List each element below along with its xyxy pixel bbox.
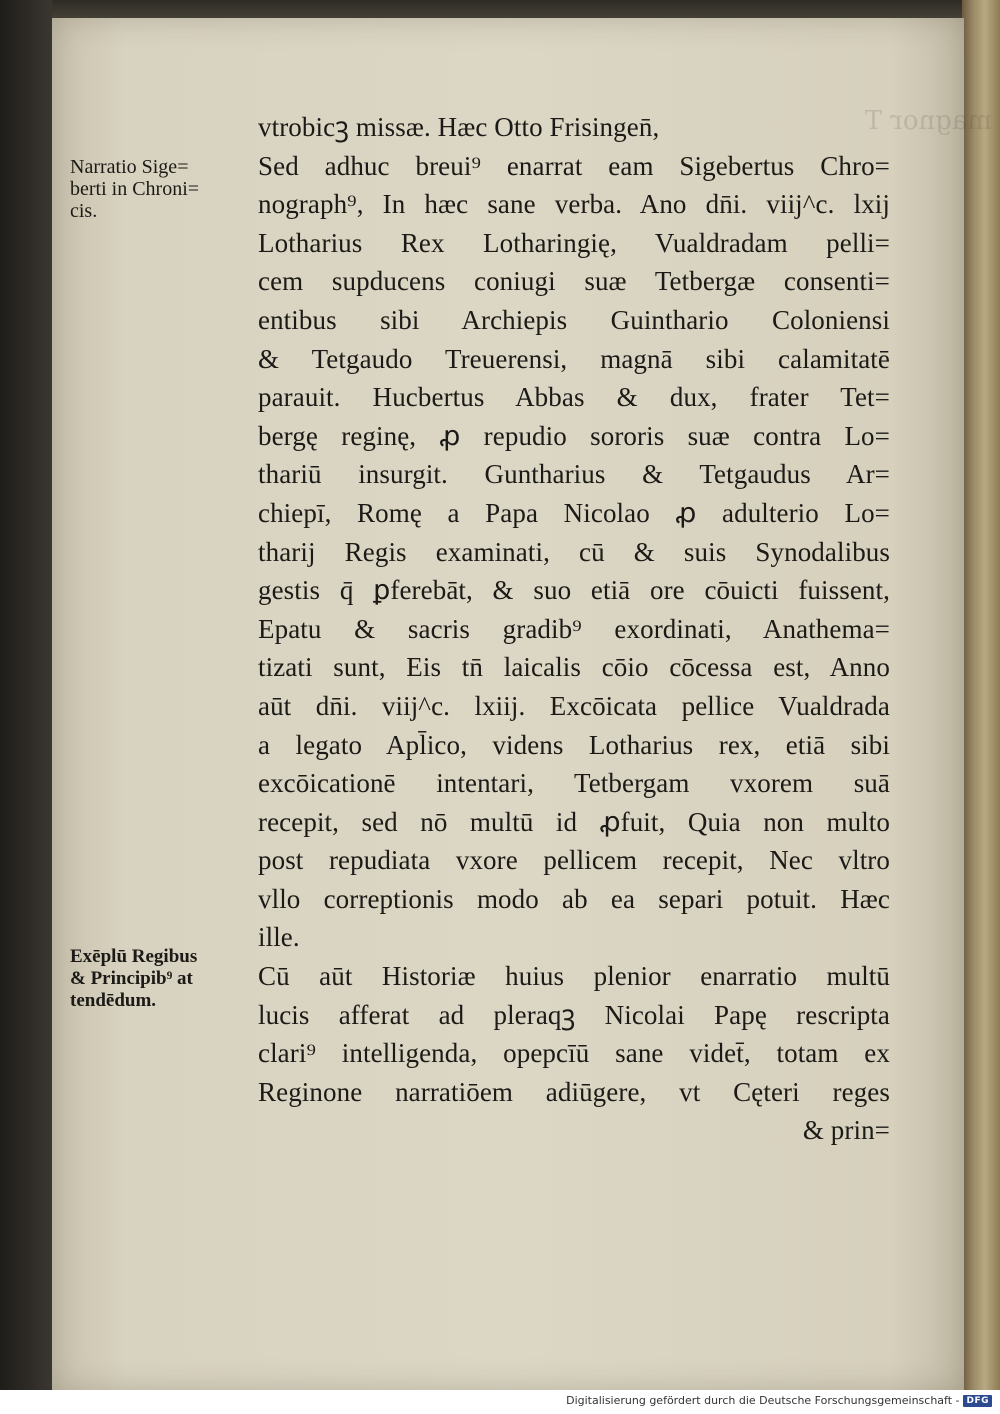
text-line: entibus sibi Archiepis Guinthario Coloniensi: [258, 304, 890, 335]
funding-credit: [566, 1394, 992, 1407]
text-line: lucis afferat ad pleraqꝫ Nicolai Papę rescripta: [258, 999, 890, 1030]
text-line: clari⁹ intelligenda, opepcīū sane videt̄, totam ex: [258, 1038, 890, 1069]
book-gutter: [0, 0, 52, 1390]
bleed-through-shadow: magnor T: [864, 106, 992, 136]
text-line: vllo correptionis modo ab ea separi potuit. Hæc: [258, 883, 890, 914]
text-line: nograph⁹, In hæc sane verba. Ano dn̄i. viij^c. lxij: [258, 189, 890, 220]
text-line: Cū aūt Historiæ huius plenior enarratio multū: [258, 961, 890, 992]
text-line: Lotharius Rex Lotharingię, Vualdradam pelli=: [258, 227, 890, 258]
marginal-line: cis.: [70, 200, 98, 222]
book-fore-edge: [962, 0, 1000, 1390]
text-line: vtrobicꝫ missæ. Hæc Otto Frisingen̄,: [258, 112, 660, 142]
text-line: recepit, sed nō multū id ꝓfuit, Quia non multo: [258, 806, 890, 837]
text-line: bergę reginę, ꝓ repudio sororis suæ contra Lo=: [258, 420, 890, 451]
text-line: gestis q̄ ꝑferebāt, & suo etiā ore cōuicti fuissent,: [258, 575, 890, 606]
text-line: a legato Apl̄ico, videns Lotharius rex, etiā sibi: [258, 729, 890, 760]
marginal-note-exemplum: [70, 946, 260, 1012]
text-line: Epatu & sacris gradib⁹ exordinati, Anathema=: [258, 613, 890, 644]
main-text-block: [258, 108, 890, 1150]
catchword: & prin=: [802, 1115, 890, 1146]
text-line: chiepī, Romę a Papa Nicolao ꝓ adulterio Lo=: [258, 497, 890, 528]
marginal-line: Exēplū Regibus: [70, 946, 198, 967]
marginal-line: berti in Chroni=: [70, 178, 200, 200]
marginal-line: Narratio Sige=: [70, 156, 189, 178]
marginal-line: & Principib⁹ at: [70, 968, 193, 989]
text-line: Sed adhuc breui⁹ enarrat eam Sigebertus Chro=: [258, 150, 890, 181]
text-line: aūt dn̄i. viij^c. lxiij. Excōicata pellice Vualdrada: [258, 690, 890, 721]
dfg-logo-icon: DFG: [963, 1395, 992, 1407]
text-line: tharij Regis examinati, cū & suis Synodalibus: [258, 536, 890, 567]
text-line: ille.: [258, 922, 300, 953]
marginal-line: tendēdum.: [70, 990, 157, 1011]
text-line: Reginone narratiōem adiūgere, vt Cęteri reges: [258, 1076, 890, 1107]
text-line: post repudiata vxore pellicem recepit, Nec vltro: [258, 845, 890, 876]
text-line: tizati sunt, Eis tn̄ laicalis cōio cōcessa est, Anno: [258, 652, 890, 683]
footer-bar: [0, 1390, 1000, 1414]
marginal-note-sigebert: [70, 156, 260, 222]
text-line: excōicationē intentari, Tetbergam vxorem suā: [258, 768, 890, 799]
funding-credit-text: Digitalisierung gefördert durch die Deutsche Forschungsgemeinschaft -: [566, 1394, 960, 1407]
text-line: & Tetgaudo Treuerensi, magnā sibi calamitatē: [258, 343, 890, 374]
text-line: cem supducens coniugi suæ Tetbergæ consenti=: [258, 266, 890, 297]
text-line: thariū insurgit. Guntharius & Tetgaudus Ar=: [258, 459, 890, 490]
text-line: parauit. Hucbertus Abbas & dux, frater Tet=: [258, 382, 890, 413]
